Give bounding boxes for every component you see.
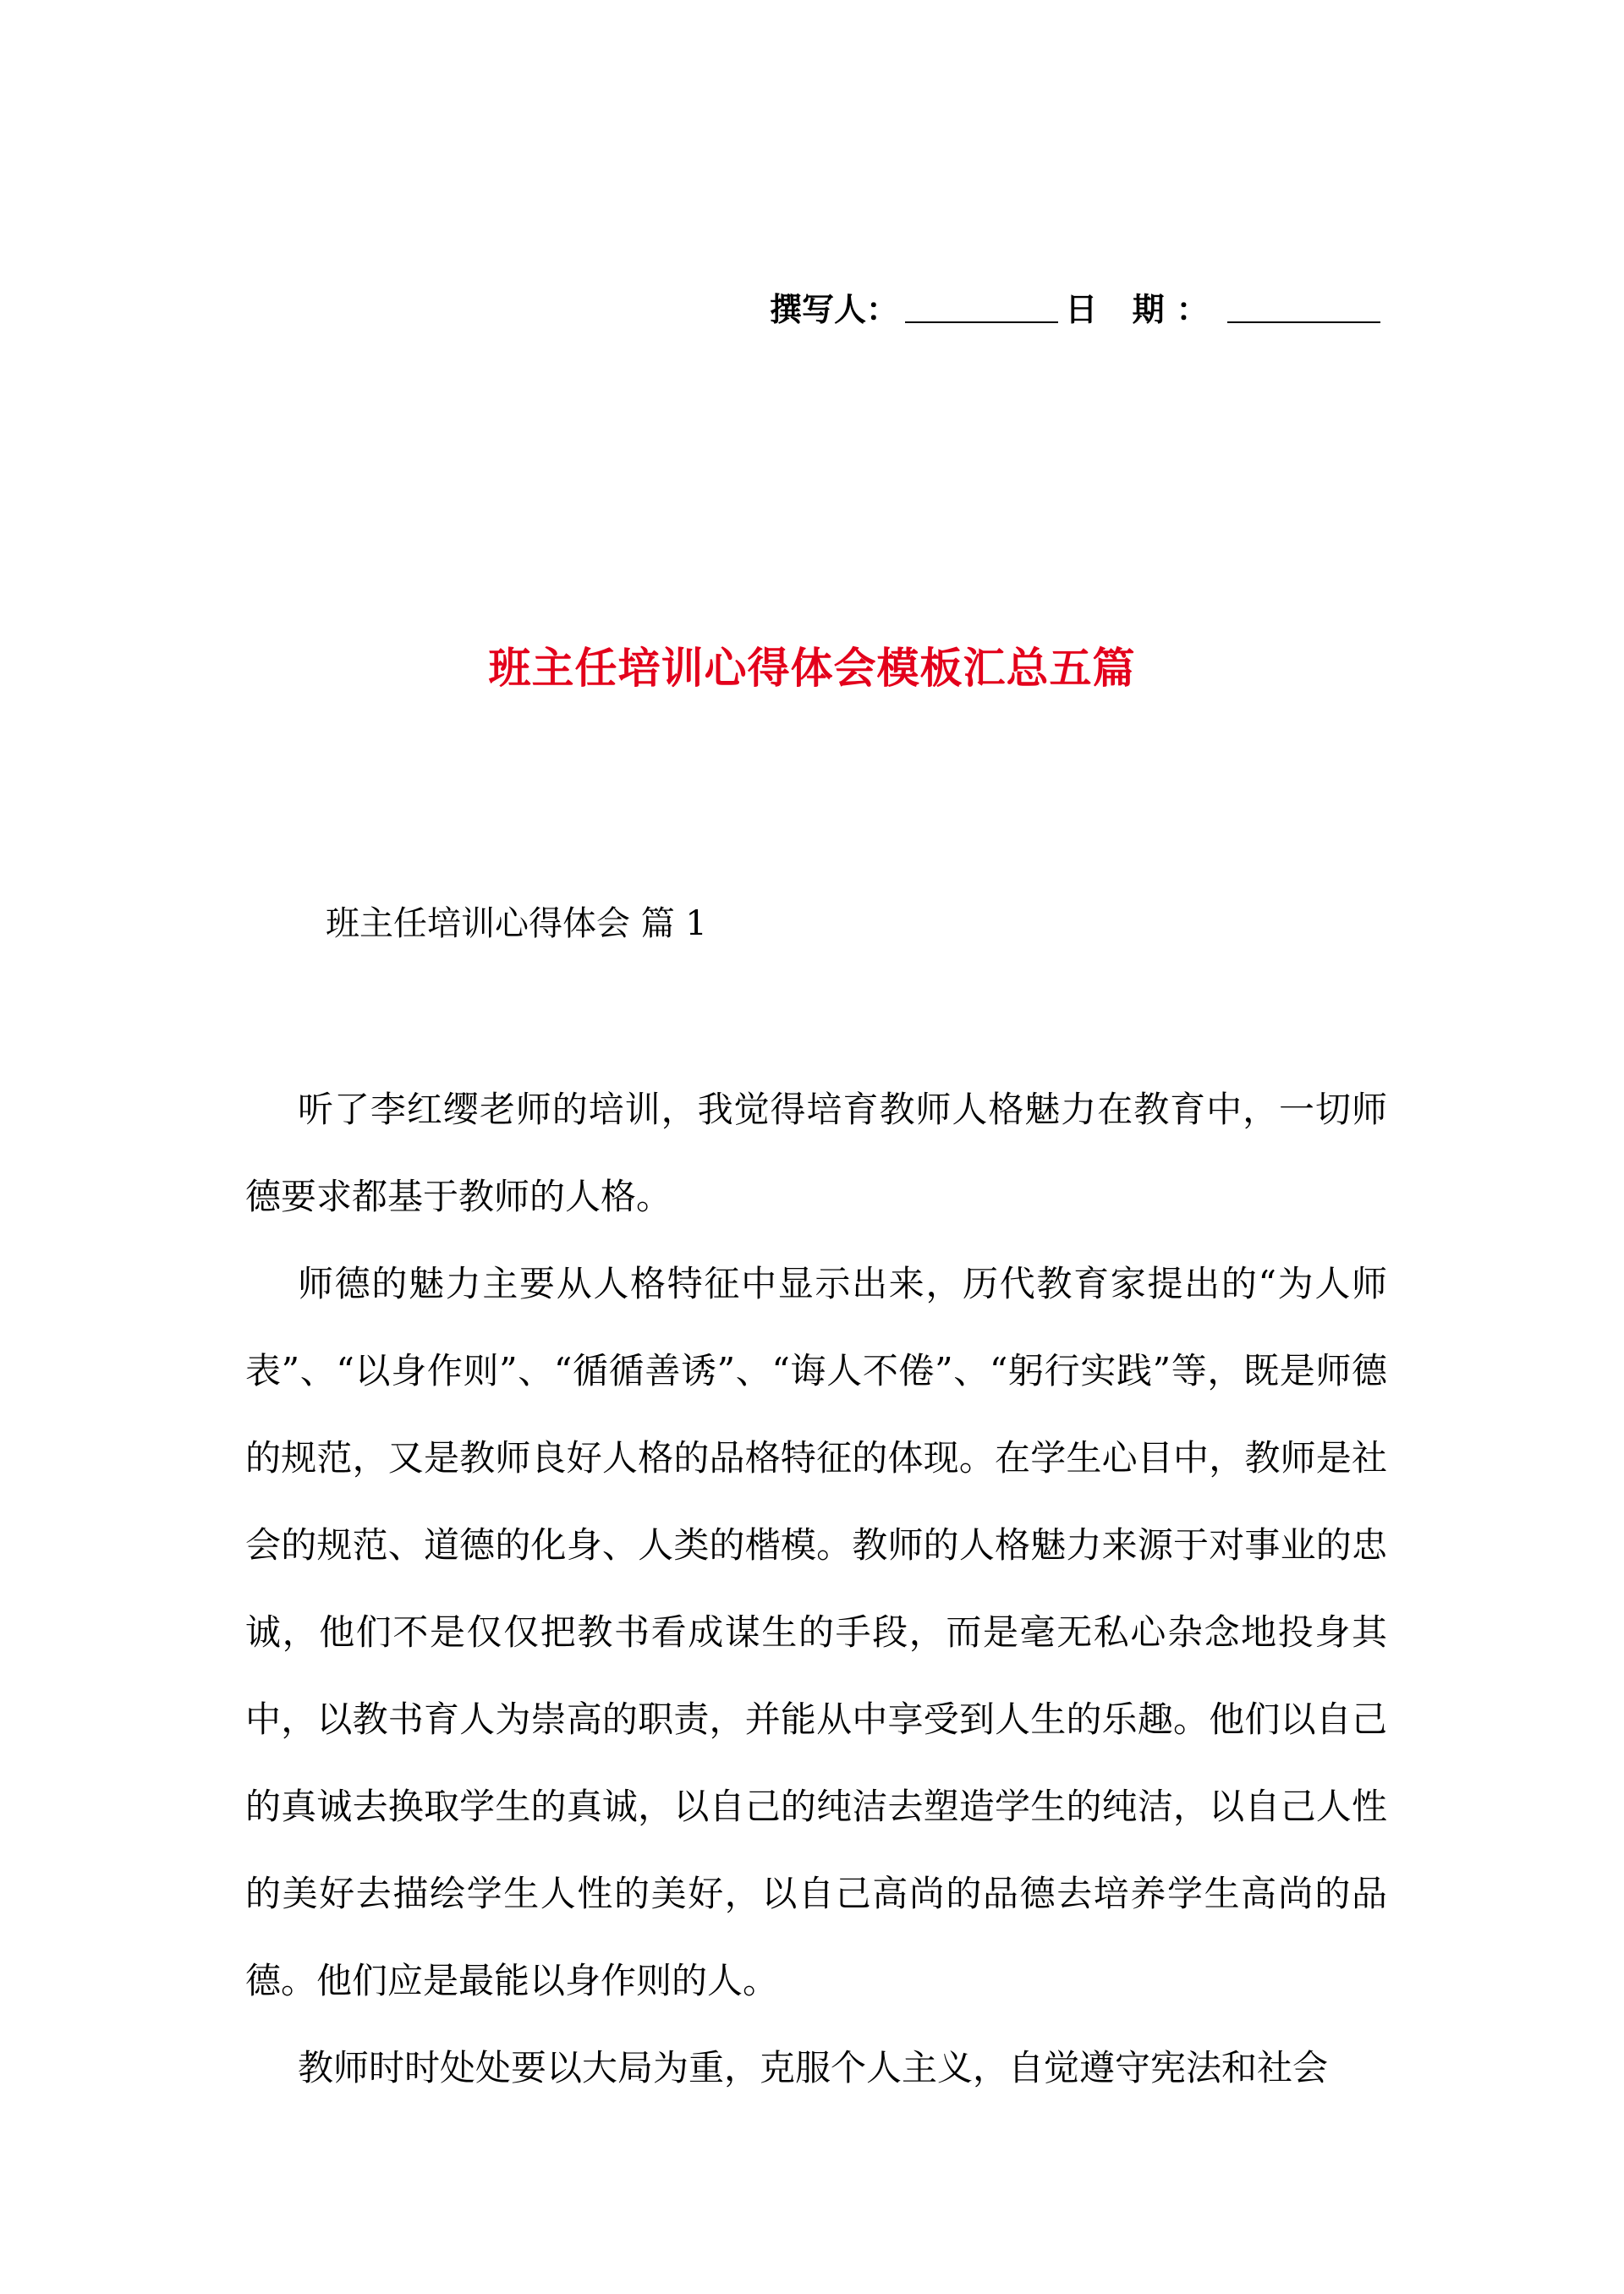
date-label: 日 期：: [1065, 291, 1221, 328]
paragraph-1: 听了李红缨老师的培训，我觉得培育教师人格魅力在教育中，一切师德要求都基于教师的人格。: [245, 1089, 1387, 1217]
section-subtitle: 班主任培训心得体会 篇 1: [326, 904, 707, 943]
paragraph-3: 教师时时处处要以大局为重，克服个人主义，自觉遵守宪法和社会: [298, 2047, 1329, 2088]
document-title: 班主任培训心得体会模板汇总五篇: [488, 644, 1136, 693]
author-date-line: [770, 279, 1387, 330]
paragraph-2: 师德的魅力主要从人格特征中显示出来，历代教育家提出的“为人师表”、“以身作则”、“循循善诱”、“诲人不倦”、“躬行实践”等，既是师德的规范，又是教师良好人格的品格特征的体现。在学生心目中，教师是社会的规范、道德的化身、人类的楷模。教师的人格魅力来源于对事业的忠诚，他们不是仅仅把教书看成谋生的手段，而是毫无私心杂念地投身其中，以教书育人为崇高的职责，并能从中享受到人生的乐趣。他们以自己的真诚去换取学生的真诚，以自己的纯洁去塑造学生的纯洁，以自己人性的美好去描绘学生人性的美好，以自己高尚的品德去培养学生高尚的品德。他们应是最能以身作则的人。: [245, 1263, 1387, 2001]
document-body: [245, 1066, 1387, 2111]
author-label: 撰写人：: [770, 291, 899, 328]
author-blank-line: [905, 320, 1058, 323]
date-blank-line: [1227, 320, 1380, 323]
